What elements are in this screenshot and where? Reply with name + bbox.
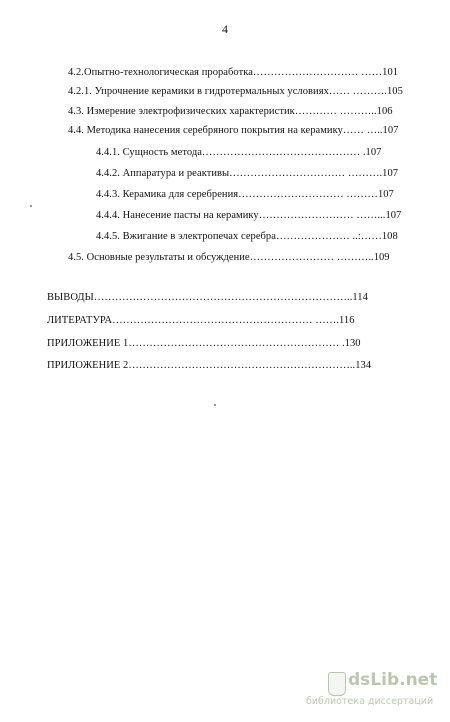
toc-line-4-4-4: 4.4.4. Нанесение пасты на керамику……………………… ……...107 [96, 210, 402, 221]
toc-line-appendix-2: ПРИЛОЖЕНИЕ 2………………………………………………………..134 [47, 360, 372, 371]
toc-line-4-2-1: 4.2.1. Упрочнение керамики в гидротермальных условиях…… ……….105 [68, 86, 403, 97]
toc-line-4-2: 4.2.Опытно-технологическая проработка………………………… ……101 [68, 67, 399, 78]
toc-line-4-3: 4.3. Измерение электрофизических характеристик………… ………..106 [68, 106, 393, 117]
watermark-subtitle: библиотека диссертаций [306, 696, 434, 707]
book-icon [328, 672, 346, 696]
toc-line-literature: ЛИТЕРАТУРА………………………………………………… …….116 [47, 315, 355, 326]
toc-line-4-4-1: 4.4.1. Сущность метода……………………………………… .107 [96, 147, 382, 158]
toc-line-4-4-3: 4.4.3. Керамика для серебрения………………………… ………107 [96, 189, 394, 200]
toc-line-appendix-1: ПРИЛОЖЕНИЕ 1…………………………………………………… .130 [47, 338, 361, 349]
toc-line-conclusions: ВЫВОДЫ………………………………………………………………..114 [47, 292, 368, 303]
toc-line-4-4-2: 4.4.2. Аппаратура и реактивы…………………………… ……….107 [96, 168, 399, 179]
scan-speck [214, 404, 216, 406]
scan-speck [30, 205, 32, 207]
toc-line-4-4-5: 4.4.5. Вжигание в электропечах серебра………………… ..:……108 [96, 231, 398, 242]
watermark [306, 670, 438, 714]
page-number: 4 [222, 22, 228, 36]
watermark-title: dsLib.net [348, 670, 438, 690]
toc-line-4-4: 4.4. Методика нанесения серебряного покрытия на керамику…… …..107 [68, 125, 399, 136]
toc-line-4-5: 4.5. Основные результаты и обсуждение…………………… ………..109 [68, 252, 390, 263]
